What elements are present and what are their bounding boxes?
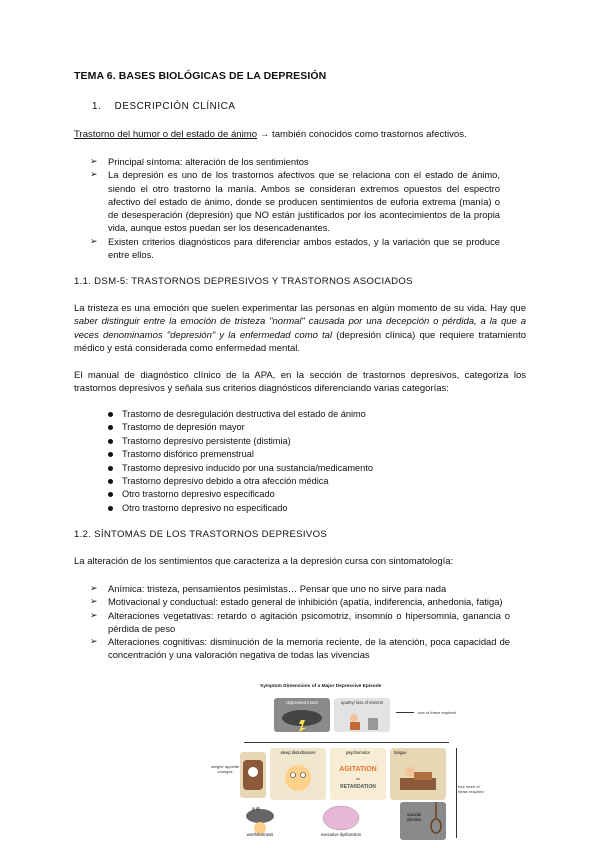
list-item: Trastorno depresivo inducido por una sustancia/medicamento (108, 462, 373, 475)
depressed-mood-panel: depressed mood (274, 698, 330, 732)
list-item: Trastorno depresivo persistente (distimia) (108, 435, 373, 448)
bracket-line (396, 712, 414, 714)
intro-underlined: Trastorno del humor o del estado de ánimo (74, 129, 258, 140)
list-item: Trastorno disfórico premenstrual (108, 448, 373, 461)
paragraph-symptoms-intro: La alteración de los sentimientos que caracteriza a la depresión cursa con sintomatología: (74, 556, 454, 567)
bracket-line (452, 748, 457, 838)
weight-panel (240, 752, 266, 798)
four-more-note: four more of these required (458, 784, 484, 794)
one-required-note: one of these required (418, 710, 456, 715)
description-list (90, 155, 500, 261)
noose-icon (400, 802, 446, 840)
section-number: 1. (92, 101, 102, 112)
arrow-bullet-icon: ➢ (90, 156, 98, 166)
executive-panel: executive dysfunction (286, 802, 396, 840)
arrow-bullet-icon: ➢ (90, 609, 98, 620)
apathy-panel: apathy/ loss of interest (334, 698, 390, 732)
section-heading-1-1: 1.1. DSM-5: TRASTORNOS DEPRESIVOS Y TRASTORNOS ASOCIADOS (74, 276, 413, 287)
list-item: Otro trastorno depresivo no especificado (108, 502, 373, 515)
arrow-bullet-icon: ➢ (90, 583, 98, 593)
list-item: Trastorno depresivo debido a otra afección médica (108, 475, 373, 488)
intro-rest: → también conocidos como trastornos afectivos. (257, 129, 467, 140)
tired-person-icon (390, 748, 446, 800)
list-item: Trastorno de desregulación destructiva del estado de ánimo (108, 408, 373, 421)
section-title: DESCRIPCIÓN CLÍNICA (114, 101, 236, 112)
arrow-bullet-icon: ➢ (90, 636, 98, 647)
psychomotor-panel: psychomotor AGITATION or RETARDATION (330, 748, 386, 800)
list-item: ➢ Alteraciones vegetativas: retardo o agitación psicomotriz, insomnio o hipersomnia, ganancia o pérdida de peso (90, 609, 510, 634)
paragraph-sadness: La tristeza es una emoción que suelen experimentar las personas en algún momento de su vida. Hay que saber distinguir entre la emoción de tristeza "normal" causada por una decepción o pérdida, a la que a veces denominamos "depresión" y la enfermedad como tal (depresión clínica) que requiere tratamiento médico y está considerada como enfermedad mental. (74, 303, 527, 354)
weight-label: weight/ appetite changes (210, 764, 240, 774)
arrow-bullet-icon: ➢ (90, 596, 98, 607)
figure-title: Symptom Dimensions of a Major Depressive Episode (260, 684, 382, 689)
rain-cloud-icon (274, 698, 330, 732)
sleep-panel: sleep disturbances (270, 748, 326, 800)
guilt-panel: guilt worthlessness (238, 804, 282, 838)
fatigue-panel: fatigue (390, 748, 446, 800)
arrow-bullet-icon: ➢ (90, 235, 98, 246)
symptoms-list (90, 582, 510, 662)
list-item: ➢ Principal síntoma: alteración de los sentimientos (90, 156, 309, 167)
symptom-dimensions-figure (210, 684, 488, 840)
sleepless-face-icon (270, 748, 326, 800)
arrow-bullet-icon: ➢ (90, 169, 98, 180)
section-heading-1-2: 1.2. SÍNTOMAS DE LOS TRASTORNOS DEPRESIVOS (74, 529, 328, 540)
list-item: Trastorno de depresión mayor (108, 421, 373, 434)
scale-icon (240, 752, 266, 798)
list-item: ➢ Alteraciones cognitivas: disminución de la memoria reciente, de la atención, poca capacidad de concentración y una valoración negativa de todas las vivencias (90, 636, 510, 661)
slumped-figure-icon (334, 698, 390, 732)
list-item: ➢ Motivacional y conductual: estado general de inhibición (apatía, indiferencia, anhedonia, fatiga) (90, 596, 503, 608)
intro-line (74, 128, 467, 142)
section-heading-1 (92, 101, 236, 112)
page-title: TEMA 6. BASES BIOLÓGICAS DE LA DEPRESIÓN (74, 70, 327, 82)
categories-list (108, 408, 373, 515)
paragraph-apa: El manual de diagnóstico clínico de la APA, en la sección de trastornos depresivos, categoriza los trastornos depresivos y señala sus criterios diagnósticos diferenciando varias categorías: (74, 370, 526, 395)
list-item: ➢ Existen criterios diagnósticos para diferenciar ambos estados, y la variación que se produce entre ellos. (90, 235, 500, 261)
divider (244, 742, 449, 743)
list-item: Otro trastorno depresivo especificado (108, 488, 373, 501)
list-item: ➢ Anímica: tristeza, pensamientos pesimistas… Pensar que uno no sirve para nada (90, 583, 447, 594)
list-item: ➢ La depresión es uno de los trastornos afectivos que se relaciona con el estado de ánimo, siendo el otro trastorno la manía. Ambos se consideran extremos opuestos del espectro afectivo del estado de ánimo, donde se producen sentimientos de euforia extrema (manía) o de desesperación (depresión) que NO están justificados por los acontecimientos de la propia vida, aunque estos puedan ser los desencadenantes. (90, 169, 500, 234)
suicidal-panel: suicidal ideation (400, 802, 446, 840)
